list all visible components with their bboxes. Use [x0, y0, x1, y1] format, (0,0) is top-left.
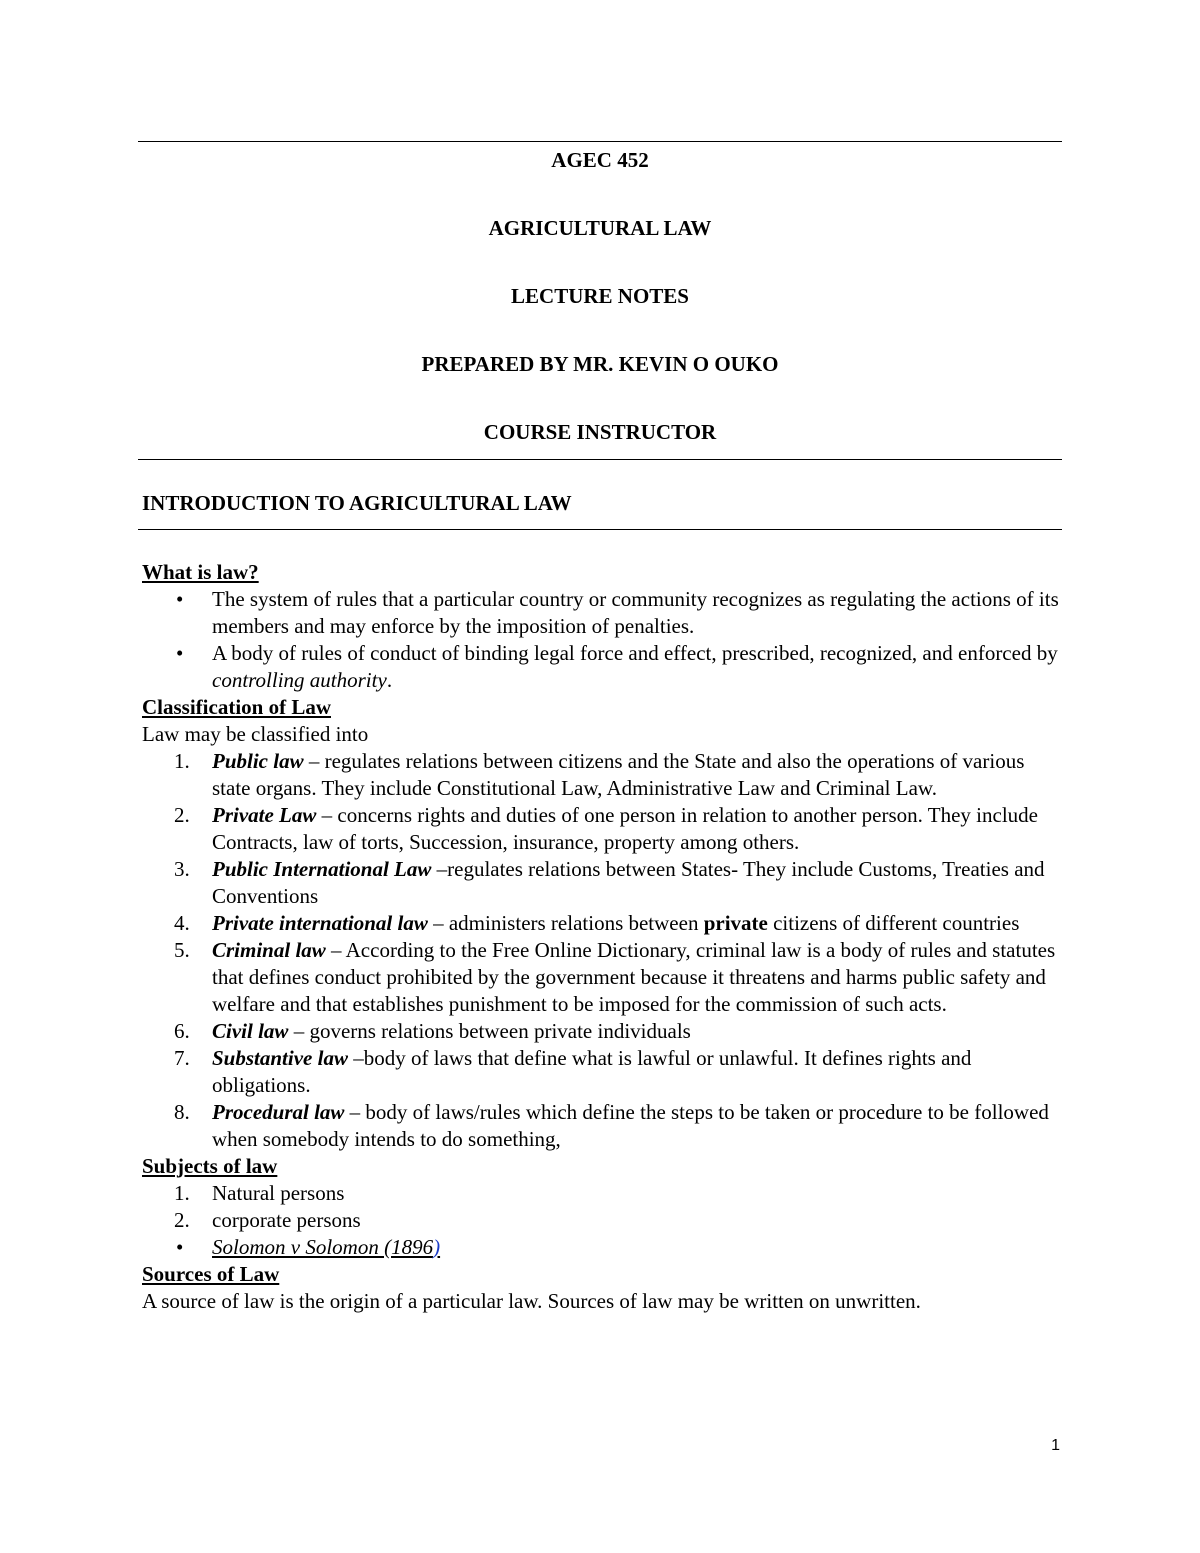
law-definition-2: A body of rules of conduct of binding legal force and effect, prescribed, recognized, and enforced by [212, 641, 1058, 665]
law-description: –body of laws that define what is lawful or unlawful. It defines rights and obligations. [212, 1046, 972, 1097]
list-item [142, 856, 1062, 910]
law-definition-2-emphasis: controlling authority [212, 668, 387, 692]
bullet-icon: • [176, 587, 184, 611]
case-reference-link[interactable] [212, 1235, 440, 1259]
bullet-icon: • [176, 641, 184, 665]
law-description: – regulates relations between citizens and the State and also the operations of various state organs. They include Constitutional Law, Administrative Law and Criminal Law. [212, 749, 1025, 800]
list-number: 2. [174, 803, 190, 827]
law-term: Private Law [212, 803, 317, 827]
list-number: 2. [174, 1208, 190, 1232]
list-number: 1. [174, 749, 190, 773]
list-item [142, 586, 1062, 640]
law-definition-1: The system of rules that a particular country or community recognizes as regulating the actions of its members and may enforce by the imposition of penalties. [212, 587, 1059, 638]
author-line: PREPARED BY MR. KEVIN O OUKO [421, 352, 779, 376]
section-rule [138, 529, 1062, 530]
list-number: 8. [174, 1100, 190, 1124]
heading-what-is-law: What is law? [142, 560, 259, 584]
list-number: 3. [174, 857, 190, 881]
law-description: – administers relations between [427, 911, 704, 935]
top-rule [138, 141, 1062, 142]
classification-intro: Law may be classified into [142, 722, 369, 746]
list-item [142, 802, 1062, 856]
law-term: Procedural law [212, 1100, 345, 1124]
list-item [142, 910, 1062, 937]
list-number: 4. [174, 911, 190, 935]
document-type: LECTURE NOTES [511, 284, 689, 308]
author-role: COURSE INSTRUCTOR [483, 420, 717, 444]
list-item [142, 640, 1062, 694]
law-term: Public law [212, 749, 304, 773]
law-description-tail: citizens of different countries [767, 911, 1020, 935]
law-description: – body of laws/rules which define the steps to be taken or procedure to be followed when somebody intends to do something, [212, 1100, 1049, 1151]
law-term: Criminal law [212, 938, 326, 962]
law-term: Public International Law [212, 857, 432, 881]
law-description: – According to the Free Online Dictionary, criminal law is a body of rules and statutes that defines conduct prohibited by the government because it threatens and harms public safety and welfare and that establishes punishment to be imposed for the commission of such acts. [212, 938, 1056, 1016]
list-number: 1. [174, 1181, 190, 1205]
law-term: Civil law [212, 1019, 289, 1043]
heading-sources: Sources of Law [142, 1262, 280, 1286]
list-number: 6. [174, 1019, 190, 1043]
list-item [142, 1099, 1062, 1153]
list-number: 7. [174, 1046, 190, 1070]
bullet-icon: • [176, 1235, 184, 1259]
list-item [142, 937, 1062, 1018]
section-title: INTRODUCTION TO AGRICULTURAL LAW [142, 491, 572, 515]
law-description: –regulates relations between States- They include Customs, Treaties and Conventions [212, 857, 1045, 908]
case-reference-close: ) [433, 1235, 441, 1259]
heading-classification: Classification of Law [142, 695, 331, 719]
law-term: Substantive law [212, 1046, 348, 1070]
list-item [142, 748, 1062, 802]
course-code: AGEC 452 [551, 148, 649, 172]
list-number: 5. [174, 938, 190, 962]
subject-item: Natural persons [212, 1181, 345, 1205]
body-content [142, 559, 1062, 1315]
subject-item: corporate persons [212, 1208, 361, 1232]
law-definition-2-tail: . [386, 668, 393, 692]
law-description: – governs relations between private individuals [288, 1019, 691, 1043]
title-bottom-rule [138, 459, 1062, 460]
law-term: Private international law [212, 911, 428, 935]
case-reference-text: Solomon v Solomon (1896 [212, 1235, 434, 1259]
law-description-emphasis: private [703, 911, 768, 935]
sources-text: A source of law is the origin of a particular law. Sources of law may be written on unwritten. [142, 1289, 921, 1313]
heading-subjects: Subjects of law [142, 1154, 278, 1178]
list-item [142, 1234, 1062, 1261]
list-item [142, 1018, 1062, 1045]
law-description: – concerns rights and duties of one person in relation to another person. They include Contracts, law of torts, Succession, insurance, property among others. [212, 803, 1038, 854]
course-title: AGRICULTURAL LAW [488, 216, 712, 240]
list-item [142, 1180, 1062, 1207]
list-item [142, 1207, 1062, 1234]
list-item [142, 1045, 1062, 1099]
page-number: 1 [1051, 1437, 1060, 1454]
